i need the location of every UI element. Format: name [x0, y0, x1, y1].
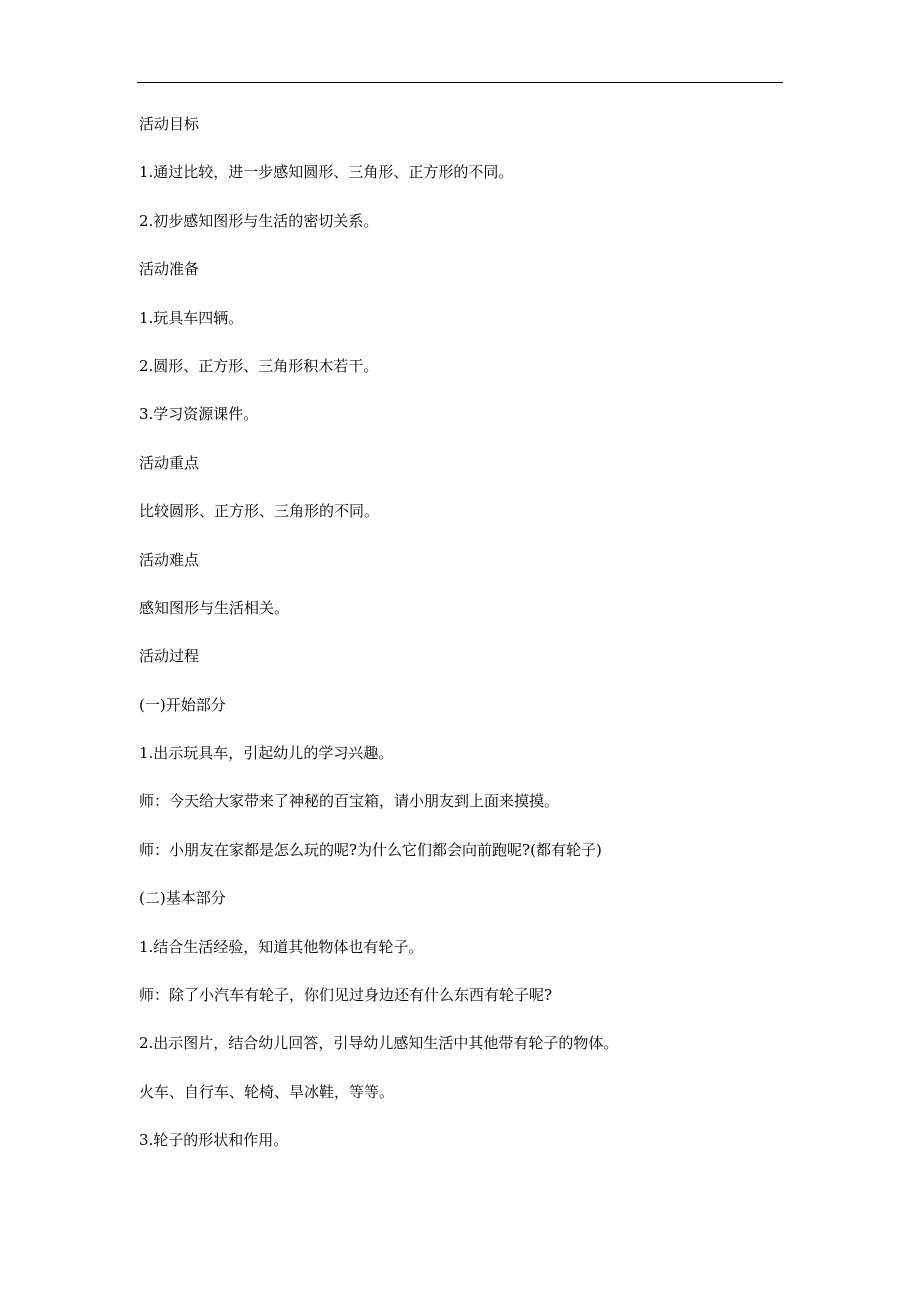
- paragraph: 3.轮子的形状和作用。: [139, 1131, 289, 1150]
- paragraph: 1.出示玩具车，引起幼儿的学习兴趣。: [139, 744, 394, 763]
- section-heading-preparation: 活动准备: [139, 260, 200, 279]
- paragraph: 2.圆形、正方形、三角形积木若干。: [139, 356, 379, 375]
- paragraph: 2.初步感知图形与生活的密切关系。: [139, 211, 379, 230]
- paragraph: 1.玩具车四辆。: [139, 308, 244, 327]
- paragraph: 1.结合生活经验，知道其他物体也有轮子。: [139, 937, 424, 956]
- section-heading-difficulties: 活动难点: [139, 550, 200, 569]
- paragraph: 3.学习资源课件。: [139, 405, 259, 424]
- header-rule: [137, 82, 783, 83]
- paragraph: 比较圆形、正方形、三角形的不同。: [139, 502, 380, 521]
- section-heading-goals: 活动目标: [139, 115, 200, 133]
- section-heading-key-points: 活动重点: [139, 453, 200, 472]
- subsection-heading-main: (二)基本部分: [139, 889, 226, 908]
- paragraph: 2.出示图片，结合幼儿回答，引导幼儿感知生活中其他带有轮子的物体。: [139, 1034, 619, 1053]
- paragraph: 师：小朋友在家都是怎么玩的呢?为什么它们都会向前跑呢?(都有轮子): [139, 840, 602, 859]
- paragraph: 感知图形与生活相关。: [139, 598, 290, 617]
- paragraph: 师：今天给大家带来了神秘的百宝箱，请小朋友到上面来摸摸。: [139, 792, 560, 811]
- document-body: [139, 110, 783, 1175]
- paragraph: 1.通过比较，进一步感知圆形、三角形、正方形的不同。: [139, 163, 514, 182]
- paragraph: 火车、自行车、轮椅、旱冰鞋，等等。: [139, 1082, 395, 1101]
- paragraph: 师：除了小汽车有轮子，你们见过身边还有什么东西有轮子呢?: [139, 986, 553, 1005]
- section-heading-process: 活动过程: [139, 647, 200, 666]
- subsection-heading-opening: (一)开始部分: [139, 695, 226, 714]
